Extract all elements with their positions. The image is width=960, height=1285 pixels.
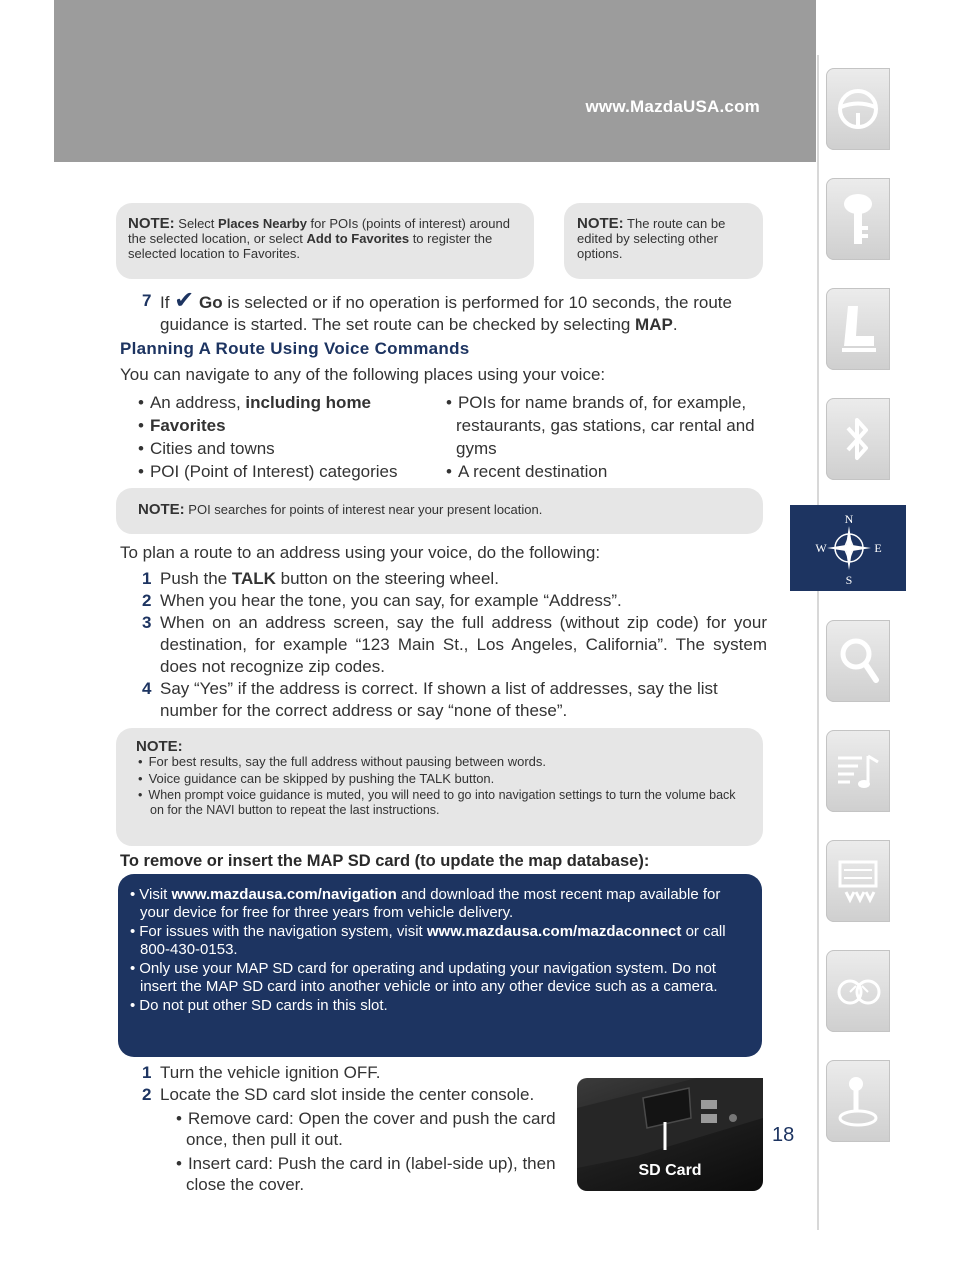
note-text: Select bbox=[174, 216, 219, 231]
step-2: 2 When you hear the tone, you can say, for example “Address”. bbox=[142, 591, 622, 610]
places-nearby-label: Places Nearby bbox=[218, 216, 307, 231]
step-1: 1 Push the TALK button on the steering wheel. bbox=[142, 569, 499, 588]
shifter-icon bbox=[834, 1072, 882, 1130]
header-band bbox=[54, 0, 816, 162]
step-text: If bbox=[160, 293, 175, 312]
step-number: 4 bbox=[142, 679, 152, 698]
voice-places-list-right bbox=[438, 391, 768, 483]
list-item: • An address, including home bbox=[130, 391, 450, 414]
mazdaconnect-link[interactable]: www.mazdausa.com/mazdaconnect bbox=[426, 923, 682, 940]
sd-card-sub-list bbox=[168, 1108, 568, 1195]
list-item: • When prompt voice guidance is muted, you will need to go into navigation settings to turn the volume back on for the NAVI button to repeat the last instructions. bbox=[138, 788, 736, 817]
tab-climate[interactable] bbox=[826, 840, 890, 922]
note-poi bbox=[116, 488, 763, 534]
note-route-edit bbox=[564, 203, 763, 279]
list-item: • For issues with the navigation system, visit www.mazdausa.com/mazdaconnect or call 800-430-0153. bbox=[130, 923, 748, 959]
note-poi-text bbox=[116, 488, 763, 517]
section-heading-sd-card: To remove or insert the MAP SD card (to update the map database): bbox=[120, 852, 650, 870]
step-number: 1 bbox=[142, 569, 152, 588]
voice-places-list-left bbox=[130, 391, 450, 483]
list-item: • POI (Point of Interest) categories bbox=[130, 460, 450, 483]
magnifier-icon bbox=[834, 632, 882, 690]
checkmark-icon: ✔ bbox=[174, 287, 195, 314]
step-7 bbox=[142, 287, 767, 336]
tab-key[interactable] bbox=[826, 178, 890, 260]
voice-intro: You can navigate to any of the following places using your voice: bbox=[120, 365, 606, 384]
note-label: NOTE: bbox=[128, 215, 175, 232]
list-item: • Remove card: Open the cover and push the card once, then pull it out. bbox=[168, 1108, 568, 1150]
note-voice-tips bbox=[116, 728, 763, 846]
website-url[interactable]: www.MazdaUSA.com bbox=[585, 97, 760, 116]
tab-bluetooth[interactable] bbox=[826, 398, 890, 480]
section-heading-voice: Planning A Route Using Voice Commands bbox=[120, 339, 470, 358]
tab-audio[interactable] bbox=[826, 730, 890, 812]
tab-gauges[interactable] bbox=[826, 950, 890, 1032]
sd-info-box bbox=[118, 874, 762, 1057]
step-number: 2 bbox=[142, 591, 152, 610]
compass-w-label: W bbox=[815, 541, 827, 555]
note-places-nearby bbox=[116, 203, 534, 279]
list-item: • Favorites bbox=[130, 414, 450, 437]
key-icon bbox=[834, 190, 882, 248]
plan-intro: To plan a route to an address using your voice, do the following: bbox=[120, 543, 601, 562]
step-number: 7 bbox=[142, 291, 152, 310]
audio-icon bbox=[834, 742, 882, 800]
list-item: • Do not put other SD cards in this slot. bbox=[130, 997, 748, 1015]
note-text: for POIs (points of interest) around the selected location, or select bbox=[128, 216, 510, 246]
tab-search[interactable] bbox=[826, 620, 890, 702]
compass-icon bbox=[815, 509, 882, 587]
note-text: to register the selected location to Favorites. bbox=[128, 231, 493, 261]
bluetooth-icon bbox=[834, 410, 882, 468]
step-2: 2 Locate the SD card slot inside the center console. bbox=[142, 1085, 535, 1104]
note-text: The route can be edited by selecting other options. bbox=[577, 216, 726, 261]
step-3: 3 When on an address screen, say the full address (without zip code) for your destination, for example “123 Main St., Los Angeles, California”. The system does not recognize zip codes. bbox=[142, 613, 767, 676]
note-places-text bbox=[116, 203, 534, 261]
list-item: • Visit www.mazdausa.com/navigation and download the most recent map available for your device for free for three years from vehicle delivery. bbox=[130, 886, 748, 922]
note-label: NOTE: bbox=[577, 215, 624, 232]
talk-label: TALK bbox=[231, 569, 276, 588]
tab-navigation[interactable] bbox=[790, 505, 906, 591]
note-route-text bbox=[564, 203, 763, 261]
tab-steering-wheel[interactable] bbox=[826, 68, 890, 150]
gauges-icon bbox=[834, 962, 882, 1020]
steering-wheel-icon bbox=[834, 80, 882, 138]
voice-steps bbox=[142, 568, 767, 722]
step-text: . bbox=[672, 315, 678, 334]
tab-seat[interactable] bbox=[826, 288, 890, 370]
list-item: • For best results, say the full address without pausing between words. bbox=[138, 754, 546, 769]
note-label: NOTE: bbox=[138, 501, 185, 518]
seat-icon bbox=[834, 300, 882, 358]
go-label: Go bbox=[199, 293, 223, 312]
note-text: POI searches for points of interest near your present location. bbox=[184, 502, 543, 517]
sd-card-label: SD Card bbox=[638, 1162, 702, 1179]
sd-steps bbox=[142, 1062, 582, 1106]
step-4: 4 Say “Yes” if the address is correct. If shown a list of addresses, say the list number for the correct address or say “none of these”. bbox=[142, 679, 718, 720]
note-label: NOTE: bbox=[136, 738, 183, 755]
sidebar-divider bbox=[817, 55, 819, 1230]
list-item: • Only use your MAP SD card for operating and updating your navigation system. Do not insert the MAP SD card into another vehicle or into any other device such as a camera. bbox=[130, 960, 748, 996]
step-1: 1 Turn the vehicle ignition OFF. bbox=[142, 1063, 381, 1082]
compass-s-label: S bbox=[845, 573, 853, 587]
step-text: is selected or if no operation is performed for 10 seconds, the route guidance is started. The set route can be checked by selecting bbox=[160, 293, 732, 334]
map-label: MAP bbox=[635, 315, 673, 334]
page-number: 18 bbox=[772, 1124, 795, 1146]
step-number: 2 bbox=[142, 1085, 152, 1104]
list-item: • Insert card: Push the card in (label-side up), then close the cover. bbox=[168, 1153, 568, 1195]
tab-shifter[interactable] bbox=[826, 1060, 890, 1142]
list-item: • Voice guidance can be skipped by pushing the TALK button. bbox=[138, 771, 495, 786]
step-number: 3 bbox=[142, 613, 152, 632]
add-to-favorites-label: Add to Favorites bbox=[306, 231, 410, 246]
list-item: • A recent destination bbox=[438, 460, 768, 483]
compass-e-label: E bbox=[874, 541, 882, 555]
step-number: 1 bbox=[142, 1063, 152, 1082]
climate-icon bbox=[834, 852, 882, 910]
list-item: • Cities and towns bbox=[130, 437, 450, 460]
list-item: • POIs for name brands of, for example, restaurants, gas stations, car rental and gyms bbox=[438, 391, 768, 460]
navigation-link[interactable]: www.mazdausa.com/navigation bbox=[171, 886, 397, 903]
sd-card-photo bbox=[577, 1078, 763, 1191]
compass-n-label: N bbox=[844, 512, 854, 526]
